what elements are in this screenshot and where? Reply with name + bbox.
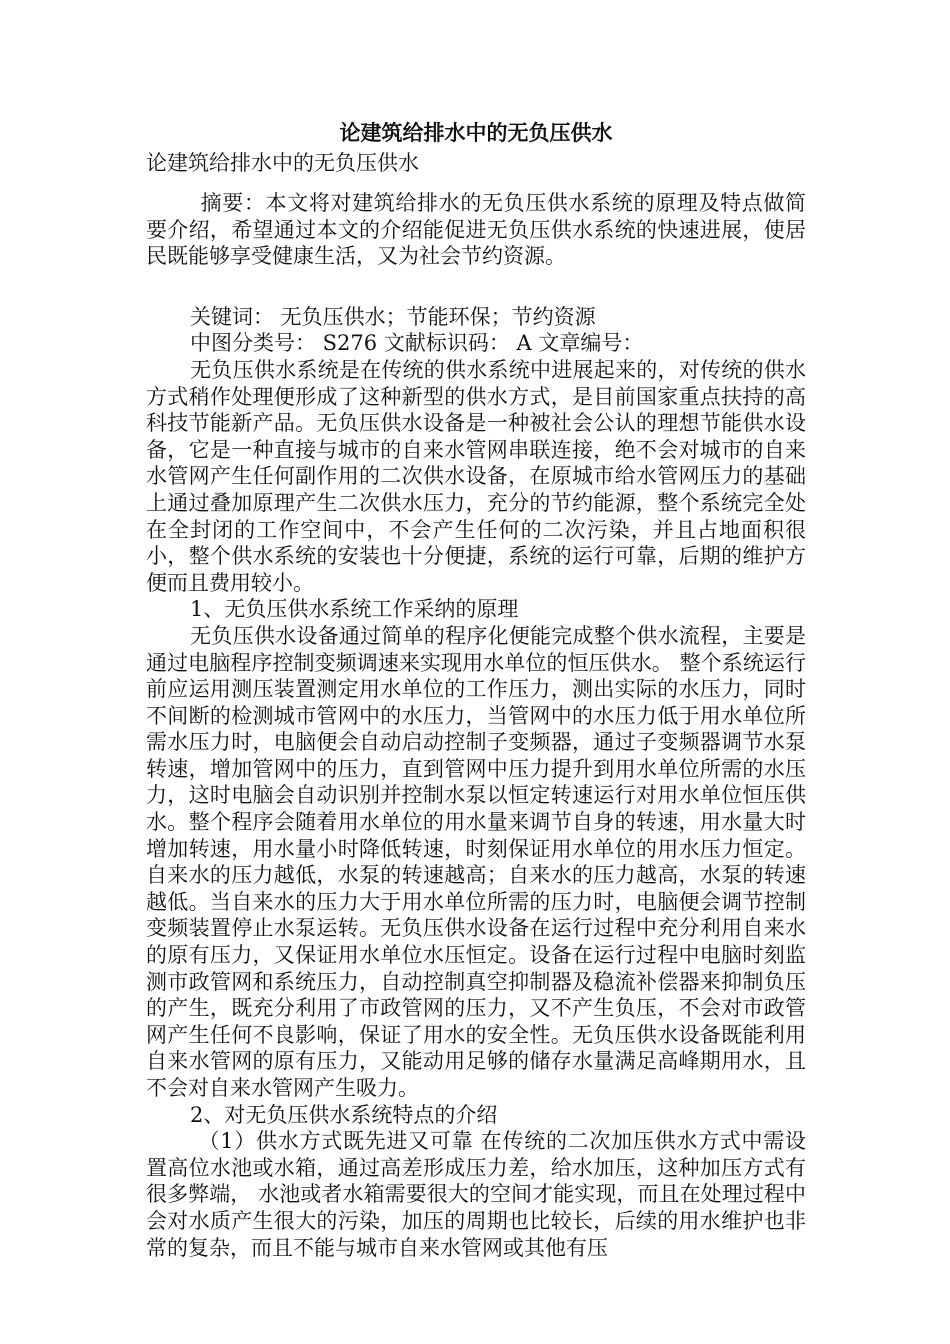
section-2-paragraph: （1）供水方式既先进又可靠 在传统的二次加压供水方式中需设置高位水池或水箱，通过高差形成压力差，给水加压，这种加压方式有很多弊端， 水池或者水箱需要很大的空间才能实现，而且在处理过程中会对水质产生很大的污染，加压的周期也比较长，后续的用水维护也非常的复杂，而且不能与城市自来水管网或其他有压	[146, 1129, 806, 1260]
section-1-heading: 1、无负压供水系统工作采纳的原理	[190, 597, 519, 622]
abstract-paragraph: 摘要：本文将对建筑给排水的无负压供水系统的原理及特点做简要介绍，希望通过本文的介绍能促进无负压供水系统的快速进展，使居民既能够享受健康生活，又为社会节约资源。	[146, 191, 806, 269]
intro-paragraph: 无负压供水系统是在传统的供水系统中进展起来的，对传统的供水方式稍作处理便形成了这种新型的供水方式，是目前国家重点扶持的高科技节能新产品。无负压供水设备是一种被社会公认的理想节能供水设备，它是一种直接与城市的自来水管网串联连接，绝不会对城市的自来水管网产生任何副作用的二次供水设备，在原城市给水管网压力的基础上通过叠加原理产生二次供水压力，充分的节约能源，整个系统完全处在全封闭的工作空间中，不会产生任何的二次污染，并且占地面积很小，整个供水系统的安装也十分便捷，系统的运行可靠，后期的维护方便而且费用较小。	[146, 357, 806, 595]
keywords-line: 关键词： 无负压供水；节能环保；节约资源	[190, 304, 596, 329]
document-title: 论建筑给排水中的无负压供水	[339, 120, 613, 145]
document-subtitle: 论建筑给排水中的无负压供水	[146, 151, 419, 175]
section-1-paragraph: 无负压供水设备通过简单的程序化便能完成整个供水流程，主要是通过电脑程序控制变频调速来实现用水单位的恒压供水。 整个系统运行前应运用测压装置测定用水单位的工作压力，测出实际的水压力，同时不间断的检测城市管网中的水压力，当管网中的水压力低于用水单位所需水压力时，电脑便会自动启动控制子变频器，通过子变频器调节水泵转速，增加管网中的压力，直到管网中压力提升到用水单位所需的水压力，这时电脑会自动识别并控制水泵以恒定转速运行对用水单位恒压供水。整个程序会随着用水单位的用水量来调节自身的转速，用水量大时增加转速，用水量小时降低转速，时刻保证用水单位的用水压力恒定。自来水的压力越低，水泵的转速越高；自来水的压力越高，水泵的转速越低。当自来水的压力大于用水单位所需的压力时，电脑便会调节控制变频装置停止水泵运转。无负压供水设备在运行过程中充分利用自来水的原有压力，又保证用水单位水压恒定。设备在运行过程中电脑时刻监测市政管网和系统压力，自动控制真空抑制器及稳流补偿器来抑制负压的产生，既充分利用了市政管网的压力，又不产生负压，不会对市政管网产生任何不良影响，保证了用水的安全性。无负压供水设备既能利用自来水管网的原有压力，又能动用足够的储存水量满足高峰期用水，且不会对自来水管网产生吸力。	[146, 623, 806, 1100]
section-2-heading: 2、对无负压供水系统特点的介绍	[190, 1102, 498, 1127]
classification-line: 中图分类号： S276 文献标识码： A 文章编号：	[190, 331, 644, 356]
document-content	[146, 118, 806, 1261]
